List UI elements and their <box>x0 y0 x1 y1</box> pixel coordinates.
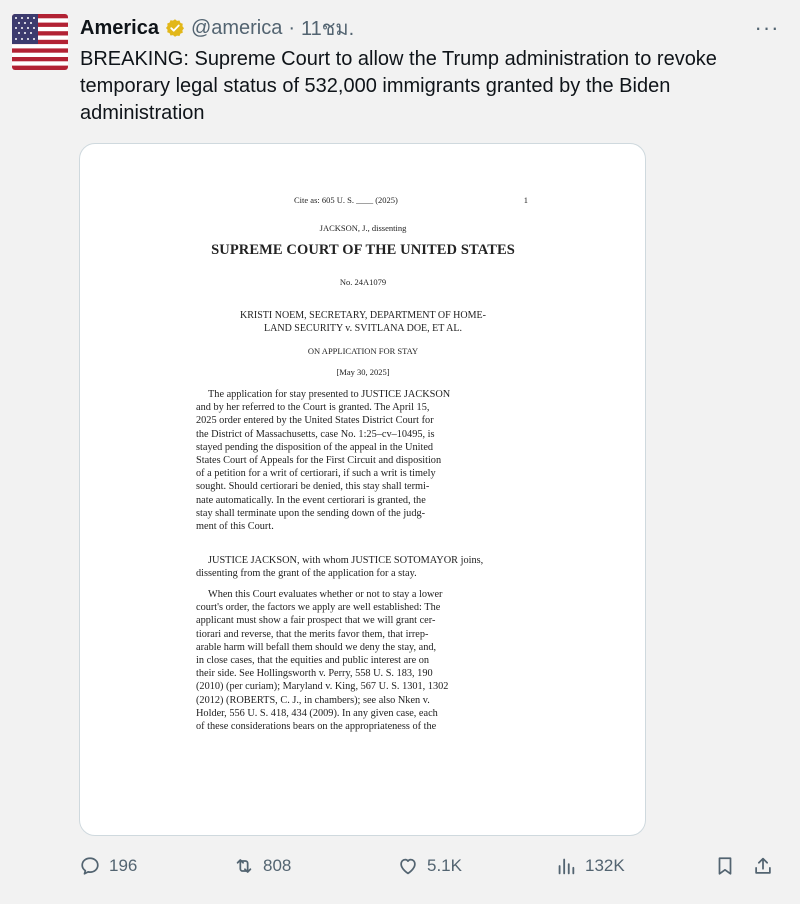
paragraph-line: nate automatically. In the event certiorari is granted, the <box>196 494 426 506</box>
paragraph-line: and by her referred to the Court is granted. The April 15, <box>196 402 430 414</box>
paragraph-line: applicant must show a fair prospect that we will grant cer- <box>196 615 436 627</box>
paragraph-line: of a petition for a writ of certiorari, if such a writ is timely <box>196 468 436 480</box>
case-caption <box>196 309 530 335</box>
share-icon <box>752 855 774 877</box>
paragraph-line: The application for stay presented to JUSTICE JACKSON <box>208 389 451 400</box>
decision-date: [May 30, 2025] <box>336 367 390 377</box>
us-flag-icon <box>12 14 68 70</box>
paragraph-line: sought. Should certiorari be denied, this stay shall termi- <box>196 481 430 493</box>
bookmark-button[interactable] <box>714 848 736 884</box>
views-button[interactable] <box>555 848 625 884</box>
author-name[interactable]: America <box>80 16 159 39</box>
paragraph-line: Holder, 556 U. S. 418, 434 (2009). In any given case, each <box>196 707 438 719</box>
paragraph-line: tiorari and reverse, that the merits favor them, that irrep- <box>196 628 429 640</box>
views-chart-icon <box>555 855 577 877</box>
avatar[interactable] <box>12 14 68 70</box>
reply-button[interactable] <box>79 848 137 884</box>
share-button[interactable] <box>752 848 774 884</box>
caption-line: KRISTI NOEM, SECRETARY, DEPARTMENT OF HOME- <box>240 310 486 321</box>
paragraph-line: (2012) (ROBERTS, C. J., in chambers); see also Nken v. <box>196 694 430 706</box>
paragraph-line: (2010) (per curiam); Maryland v. King, 567 U. S. 1301, 1302 <box>196 681 449 693</box>
caption-line: LAND SECURITY v. SVITLANA DOE, ET AL. <box>264 323 462 334</box>
paragraph-line: stayed pending the disposition of the appeal in the United <box>196 441 434 453</box>
paragraph-line: their side. See Hollingsworth v. Perry, 558 U. S. 183, 190 <box>196 668 433 680</box>
like-button[interactable] <box>397 848 462 884</box>
cite-row <box>196 193 530 207</box>
repost-button[interactable] <box>233 848 291 884</box>
application-heading: ON APPLICATION FOR STAY <box>307 346 419 356</box>
dissent-body-paragraph <box>196 588 530 733</box>
paragraph-line: dissenting from the grant of the application for a stay. <box>196 568 417 580</box>
paragraph-line: arable harm will befall them should we deny the stay, and, <box>196 641 437 653</box>
like-count: 5.1K <box>427 856 462 875</box>
bookmark-icon <box>714 855 736 877</box>
repost-icon <box>233 855 255 877</box>
verified-badge-icon <box>165 18 185 38</box>
separator-dot: · <box>288 16 296 39</box>
paragraph-line: 2025 order entered by the United States District Court for <box>196 415 434 427</box>
paragraph-line: JUSTICE JACKSON, with whom JUSTICE SOTOMAYOR joins, <box>208 555 484 566</box>
repost-count: 808 <box>263 856 292 875</box>
paragraph-line: stay shall terminate upon the sending down of the judg- <box>196 507 426 519</box>
court-title: SUPREME COURT OF THE UNITED STATES <box>211 242 515 258</box>
page-number: 1 <box>523 195 528 205</box>
more-options-icon[interactable]: ··· <box>754 15 780 40</box>
post-time[interactable]: 11ชม. <box>301 18 355 40</box>
order-paragraph <box>196 388 530 533</box>
paragraph-line: court's order, the factors we apply are well established: The <box>196 602 441 614</box>
reply-count: 196 <box>109 856 138 875</box>
post-text: BREAKING: Supreme Court to allow the Trump administration to revoke temporary legal status of 532,000 immigrants granted by the Biden administration <box>80 48 717 124</box>
paragraph-line: the District of Massachusetts, case No. 1:25–cv–10495, is <box>196 428 435 440</box>
dissent-header: JACKSON, J., dissenting <box>319 223 407 233</box>
paragraph-line: of these considerations bears on the appropriateness of the <box>196 721 437 733</box>
cite-text: Cite as: 605 U. S. ____ (2025) <box>294 195 398 205</box>
post-header <box>80 14 354 42</box>
paragraph-line: States Court of Appeals for the First Circuit and disposition <box>196 455 442 467</box>
reply-icon <box>79 855 101 877</box>
dissent-intro-paragraph <box>196 554 530 580</box>
author-handle[interactable]: @america <box>190 16 283 39</box>
paragraph-line: ment of this Court. <box>196 521 274 533</box>
heart-icon <box>397 855 419 877</box>
views-count: 132K <box>585 856 625 875</box>
paragraph-line: When this Court evaluates whether or not to stay a lower <box>208 589 443 600</box>
paragraph-line: in close cases, that the equities and public interest are on <box>196 655 430 667</box>
docket-number: No. 24A1079 <box>339 277 387 287</box>
action-bar <box>0 848 800 884</box>
